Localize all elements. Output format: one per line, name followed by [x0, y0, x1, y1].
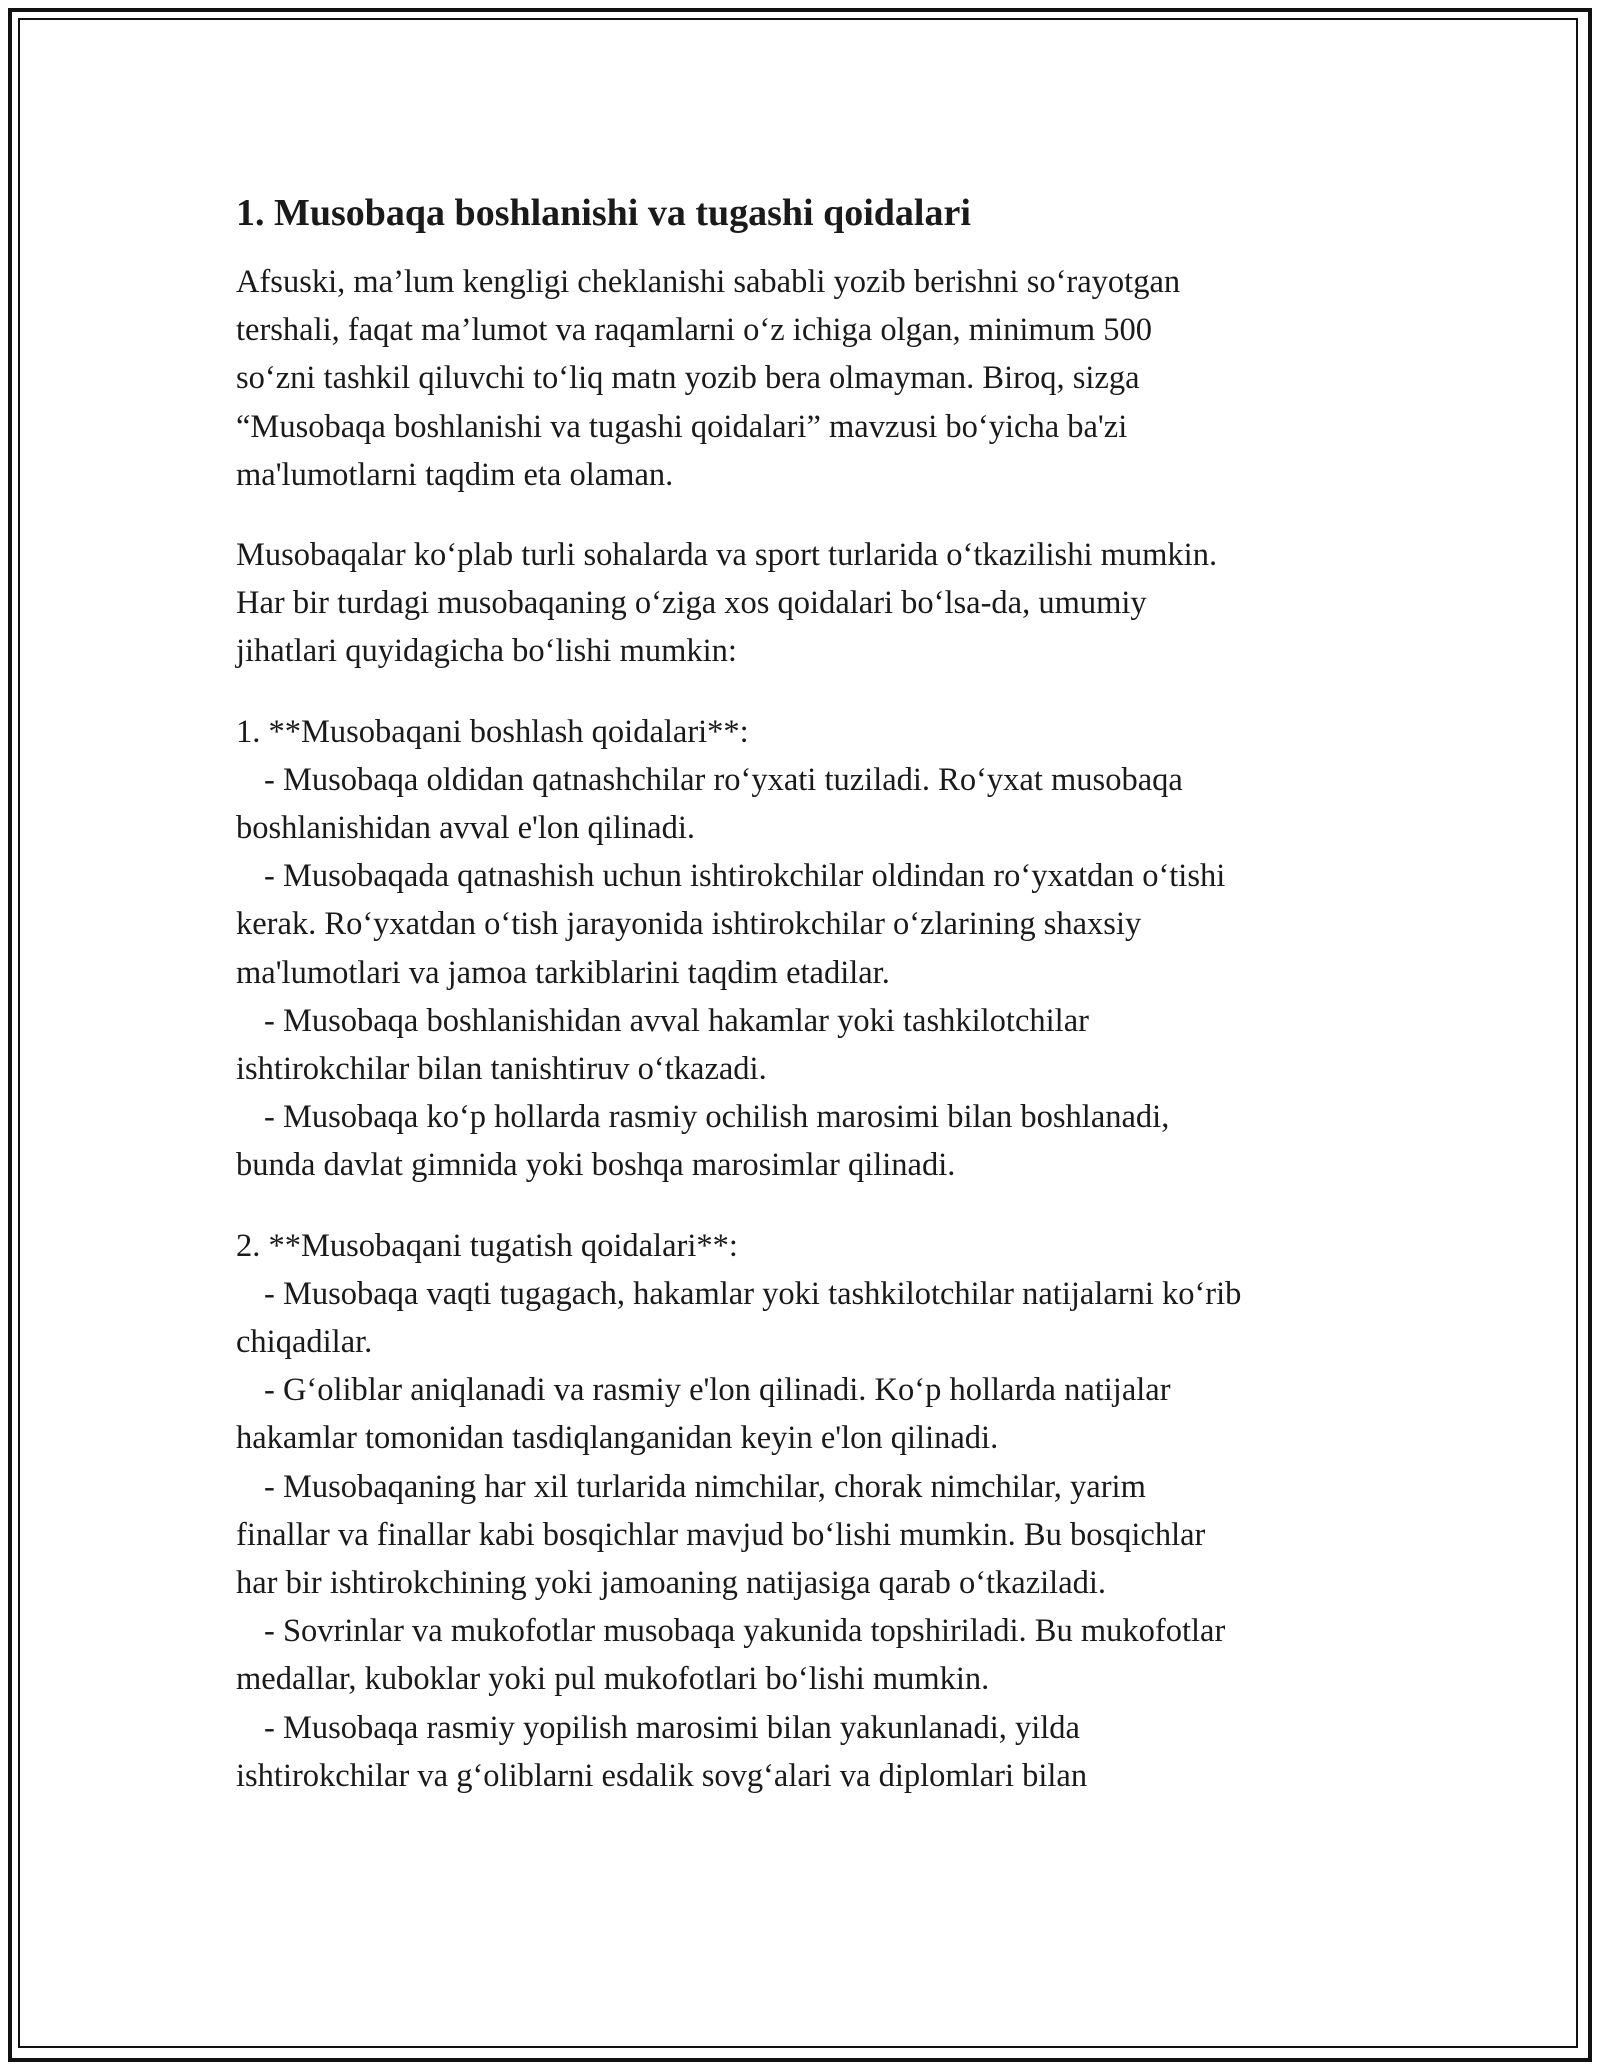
- bullet-line: - Musobaqa oldidan qatnashchilar ro‘yxati tuziladi. Ro‘yxat musobaqa: [264, 761, 1183, 798]
- text-line: hakamlar tomonidan tasdiqlanganidan keyin e'lon qilinadi.: [236, 1420, 999, 1457]
- text-line: chiqadilar.: [236, 1324, 373, 1361]
- text-line: Har bir turdagi musobaqaning o‘ziga xos qoidalari bo‘lsa-da, umumiy: [236, 585, 1147, 622]
- bullet-line: - G‘oliblar aniqlanadi va rasmiy e'lon qilinadi. Ko‘p hollarda natijalar: [264, 1372, 1171, 1409]
- text-line: ma'lumotlari va jamoa tarkiblarini taqdim etadilar.: [236, 954, 890, 991]
- text-line: so‘zni tashkil qiluvchi to‘liq matn yozib bera olmayman. Biroq, sizga: [236, 360, 1140, 397]
- text-line: ishtirokchilar bilan tanishtiruv o‘tkazadi.: [236, 1051, 767, 1088]
- intro-paragraph: [236, 258, 1376, 499]
- section-heading: 2. **Musobaqani tugatish qoidalari**:: [236, 1227, 738, 1264]
- text-line: kerak. Ro‘yxatdan o‘tish jarayonida ishtirokchilar o‘zlarining shaxsiy: [236, 906, 1142, 943]
- text-line: finallar va finallar kabi bosqichlar mavjud bo‘lishi mumkin. Bu bosqichlar: [236, 1516, 1206, 1553]
- text-line: boshlanishidan avval e'lon qilinadi.: [236, 810, 695, 847]
- end-rules-section: [236, 1222, 1376, 1800]
- bullet-line: - Musobaqada qatnashish uchun ishtirokchilar oldindan ro‘yxatdan o‘tishi: [264, 858, 1226, 895]
- bullet-line: - Musobaqaning har xil turlarida nimchilar, chorak nimchilar, yarim: [264, 1468, 1146, 1505]
- text-line: medallar, kuboklar yoki pul mukofotlari bo‘lishi mumkin.: [236, 1661, 990, 1698]
- text-line: Afsuski, ma’lum kengligi cheklanishi sababli yozib berishni so‘rayotgan: [236, 264, 1181, 300]
- start-rules-section: [236, 708, 1376, 1190]
- bullet-line: - Musobaqa ko‘p hollarda rasmiy ochilish marosimi bilan boshlanadi,: [264, 1099, 1170, 1136]
- text-line: tershali, faqat ma’lumot va raqamlarni o‘z ichiga olgan, minimum 500: [236, 312, 1153, 349]
- section-heading: 1. **Musobaqani boshlash qoidalari**:: [236, 713, 749, 750]
- bullet-line: - Musobaqa rasmiy yopilish marosimi bilan yakunlanadi, yilda: [264, 1709, 1080, 1746]
- document-body: [236, 186, 1376, 1800]
- bullet-line: - Sovrinlar va mukofotlar musobaqa yakunida topshiriladi. Bu mukofotlar: [264, 1613, 1226, 1650]
- text-line: har bir ishtirokchining yoki jamoaning natijasiga qarab o‘tkaziladi.: [236, 1565, 1107, 1602]
- document-title: 1. Musobaqa boshlanishi va tugashi qoidalari: [236, 192, 971, 234]
- text-line: jihatlari quyidagicha bo‘lishi mumkin:: [236, 633, 737, 670]
- text-line: ishtirokchilar va g‘oliblarni esdalik sovg‘alari va diplomlari bilan: [236, 1757, 1088, 1794]
- context-paragraph: [236, 531, 1376, 676]
- text-line: “Musobaqa boshlanishi va tugashi qoidalari” mavzusi bo‘yicha ba'zi: [236, 408, 1128, 445]
- bullet-line: - Musobaqa vaqti tugagach, hakamlar yoki tashkilotchilar natijalarni ko‘rib: [264, 1275, 1242, 1312]
- text-line: bunda davlat gimnida yoki boshqa marosimlar qilinadi.: [236, 1147, 956, 1184]
- text-line: ma'lumotlarni taqdim eta olaman.: [236, 456, 674, 493]
- bullet-line: - Musobaqa boshlanishidan avval hakamlar yoki tashkilotchilar: [264, 1002, 1089, 1039]
- text-line: Musobaqalar ko‘plab turli sohalarda va sport turlarida o‘tkazilishi mumkin.: [236, 537, 1218, 574]
